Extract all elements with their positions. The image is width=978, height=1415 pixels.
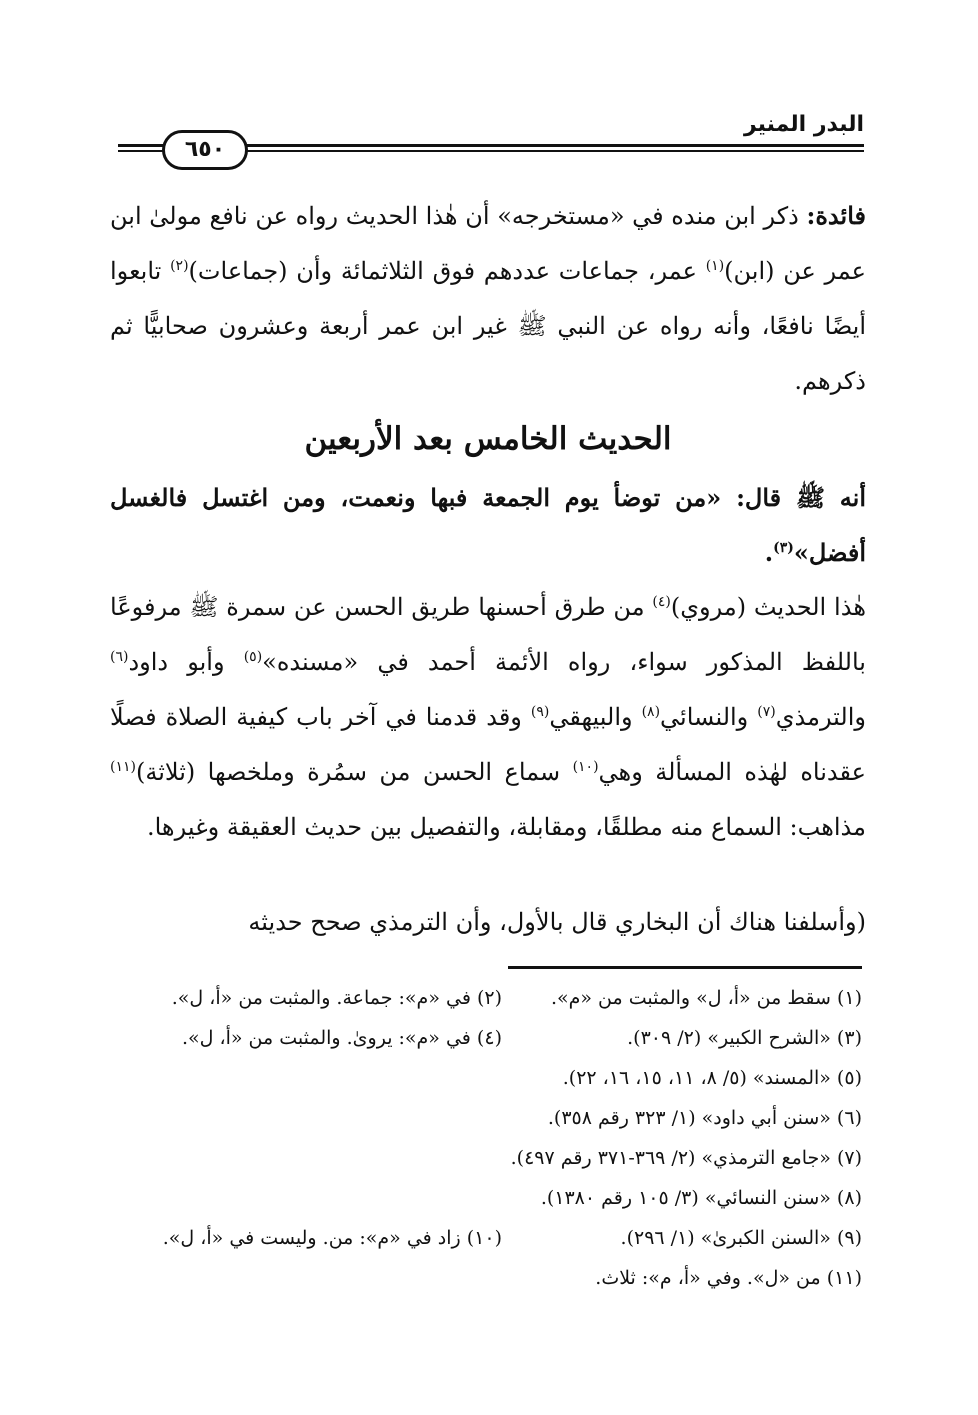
footnote-ref: (١) <box>705 258 725 274</box>
paragraph-text: والنسائي <box>660 703 749 731</box>
footnote-7: (٧) «جامع الترمذي» (٢/ ٣٦٩-٣٧١ رقم ٤٩٧). <box>510 1147 862 1169</box>
footnote-row <box>102 1018 862 1058</box>
footnote-ref: (٥) <box>243 649 263 665</box>
footnote-5: (٥) «المسند» (٥/ ٨، ١١، ١٥، ١٦، ٢٢). <box>562 1067 862 1089</box>
footnote-separator <box>508 966 862 969</box>
footnote-ref: (٩) <box>530 704 550 720</box>
footnote-row <box>102 1098 862 1138</box>
footnote-ref: (٤) <box>652 594 671 610</box>
footnote-row <box>102 1258 862 1298</box>
footnote-ref: (٨) <box>641 704 661 720</box>
paragraph-text: سماع الحسن من سمُرة وملخصها (ثلاثة) <box>135 758 561 786</box>
paragraph-benefit <box>110 188 866 409</box>
footnote-1: (١) سقط من «أ، ل» والمثبت من «م». <box>550 987 862 1009</box>
footnote-10: (١٠) زاد في «م»: من. وليست في «أ، ل». <box>162 1227 502 1249</box>
running-title: البدر المنير <box>743 112 864 137</box>
footnote-ref: (٧) <box>757 704 776 720</box>
footnote-9: (٩) «السنن الكبرىٰ» (١/ ٢٩٦). <box>620 1227 862 1249</box>
hadith-text <box>110 470 866 580</box>
paragraph-text: عمر، جماعات عددهم فوق الثلاثمائة وأن (جماعات) <box>188 257 697 285</box>
paragraph-takhrij <box>110 580 866 855</box>
paragraph-text: تابعوا أيضًا نافعًا، وأنه رواه عن النبي ﷺ غير ابن عمر أربعة وعشرون صحابيًّا ثم ذكرهم. <box>110 257 866 395</box>
paragraph-continuation: (وأسلفنا هناك أن البخاري قال بالأول، وأن الترمذي صحح حديثه <box>248 908 866 936</box>
footnote-row <box>102 978 862 1018</box>
footnote-row <box>102 1138 862 1178</box>
footnote-row <box>102 1218 862 1258</box>
section-heading: الحديث الخامس بعد الأربعين <box>304 421 672 457</box>
footnote-ref: (٣) <box>773 540 794 556</box>
footnote-row <box>102 1178 862 1218</box>
footnote-ref: (٦) <box>110 649 129 665</box>
footnote-ref: (١١) <box>110 759 136 775</box>
hadith-quote: أنه ﷺ قال: «من توضأ يوم الجمعة فبها ونعمت، ومن اغتسل فالغسل أفضل» <box>110 483 866 567</box>
paragraph-text: وأبو داود <box>128 648 225 676</box>
footnote-2: (٢) في «م»: جماعة. والمثبت من «أ، ل». <box>171 987 502 1009</box>
paragraph-text: والترمذي <box>775 703 866 731</box>
paragraph-text: هٰذا الحديث (مروي) <box>670 593 866 621</box>
footnote-ref: (١٠) <box>572 759 599 775</box>
footnote-6: (٦) «سنن أبي داود» (١/ ٣٢٣ رقم ٣٥٨). <box>547 1107 862 1129</box>
footnote-row <box>102 1058 862 1098</box>
footnote-ref: (٢) <box>170 258 189 274</box>
page-number: ٦٥٠ <box>162 130 248 170</box>
footnote-4: (٤) في «م»: يروىٰ. والمثبت من «أ، ل». <box>181 1027 502 1049</box>
period: . <box>764 538 774 567</box>
paragraph-text: والبيهقي <box>549 703 633 731</box>
page-header <box>118 108 864 168</box>
footnote-11: (١١) من «ل». وفي «أ، م»: ثلاث. <box>595 1267 862 1289</box>
footnote-3: (٣) «الشرح الكبير» (٢/ ٣٠٩). <box>627 1027 862 1049</box>
paragraph-text: مذاهب: السماع منه مطلقًا، ومقابلة، والتفصيل بين حديث العقيقة وغيرها. <box>146 813 866 841</box>
footnote-8: (٨) «سنن النسائي» (٣/ ١٠٥ رقم ١٣٨٠). <box>540 1187 862 1209</box>
paragraph-text: من طرق أحسنها طريق الحسن عن سمرة ﷺ مرفوعًا باللفظ المذكور سواء، رواه الأئمة أحمد في «مسنده» <box>110 593 866 676</box>
paragraph-text: ذكر ابن منده في «مستخرجه» أن هٰذا الحديث رواه عن نافع مولىٰ ابن عمر عن (ابن) <box>110 202 866 285</box>
benefit-label: فائدة: <box>806 201 866 230</box>
paragraph-text: وقد قدمنا في آخر باب كيفية الصلاة فصلًا عقدناه لهٰذه المسألة وهي <box>110 703 866 786</box>
